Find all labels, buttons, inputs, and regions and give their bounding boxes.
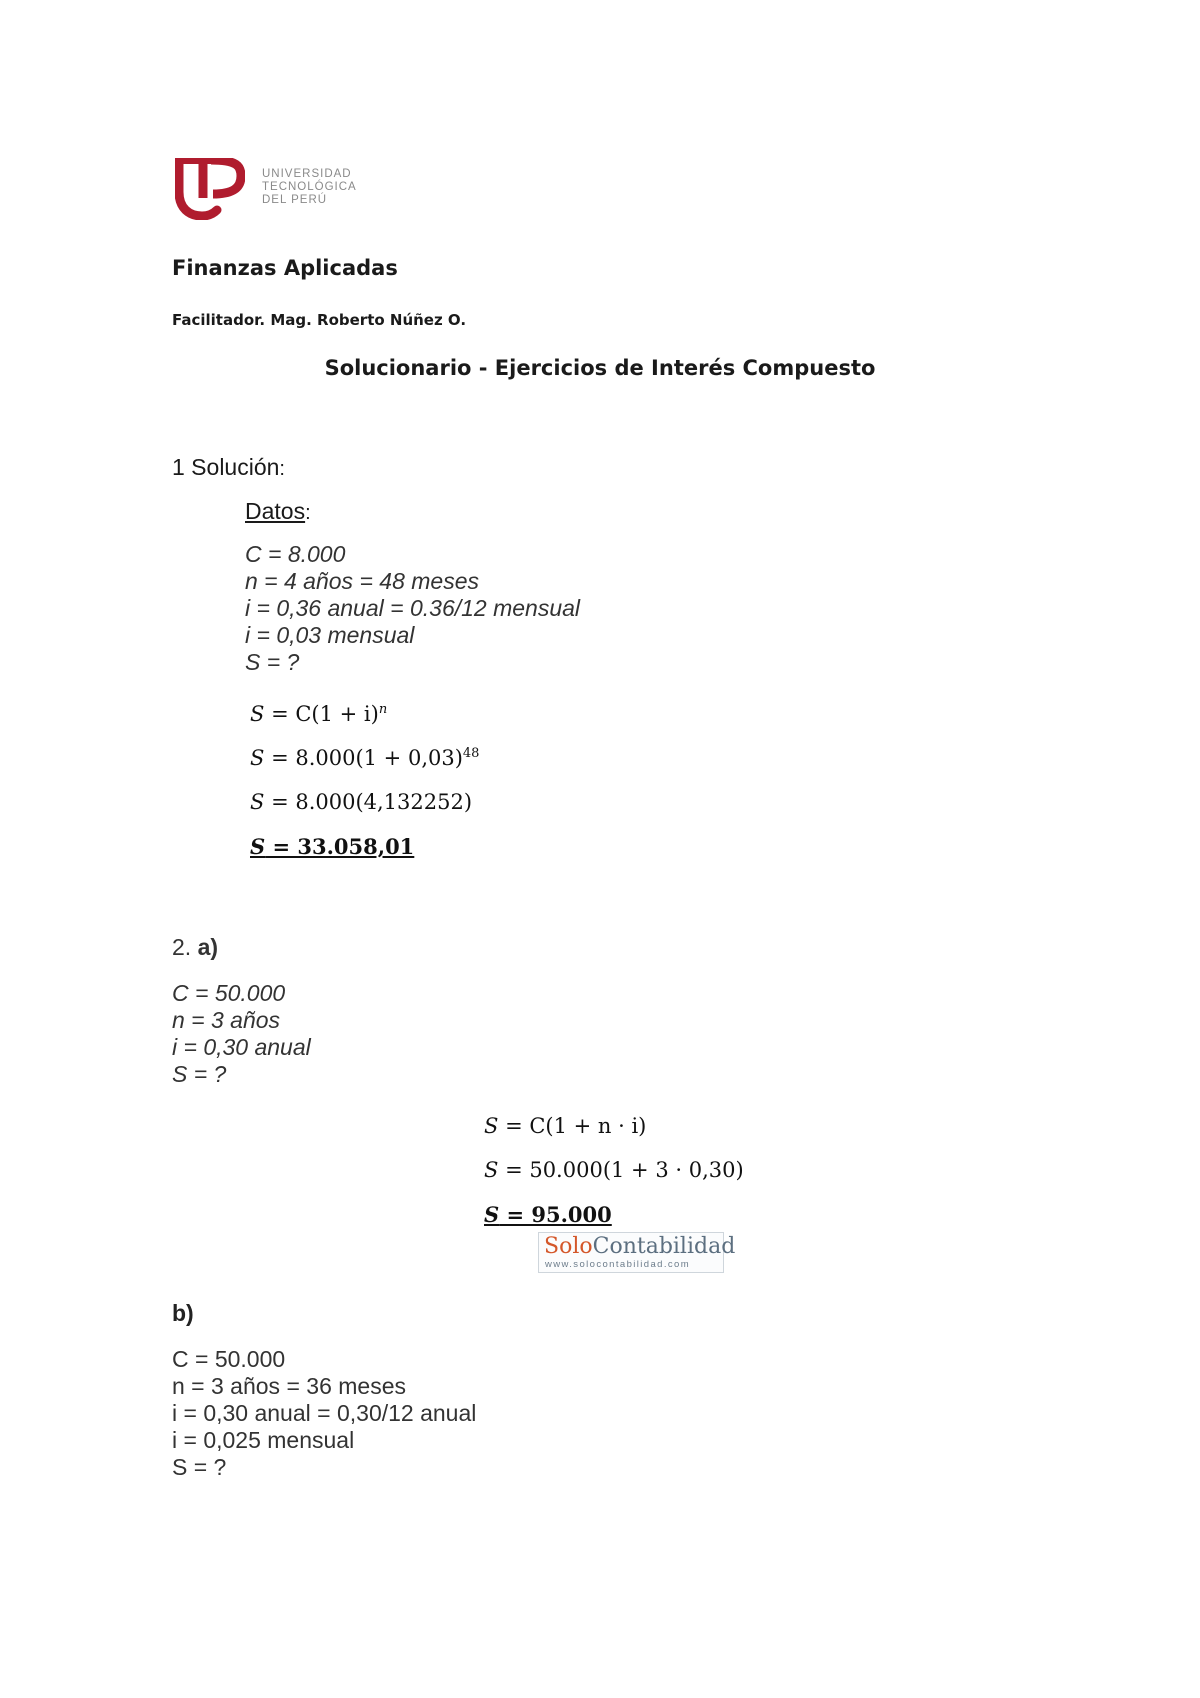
ex2a-label: a) (197, 934, 219, 960)
ex1-data-block (245, 541, 580, 676)
ex2-number: 2. (172, 934, 198, 960)
data-line: C = 50.000 (172, 1346, 286, 1372)
eq-var: S (250, 702, 265, 726)
watermark-brand (544, 1234, 735, 1260)
university-name (262, 168, 357, 207)
ex1-step2 (250, 790, 472, 814)
data-line: S = ? (172, 1454, 227, 1480)
eq-var: S (484, 1202, 500, 1227)
data-line: i = 0,025 mensual (172, 1427, 355, 1453)
utp-logo-mark-icon (175, 158, 245, 220)
page-title: Solucionario - Ejercicios de Interés Compuesto (324, 356, 876, 380)
eq-exponent: 48 (462, 746, 480, 761)
datos-label (245, 498, 311, 525)
eq-exponent: n (378, 702, 388, 717)
ex2a-heading (172, 934, 218, 961)
eq-rhs: = 95.000 (499, 1202, 612, 1227)
eq-rhs: = C(1 + i) (264, 702, 379, 726)
eq-var: S (484, 1114, 499, 1138)
data-line: C = 50.000 (172, 980, 286, 1006)
datos-label-text: Datos (245, 498, 306, 524)
eq-rhs: = 33.058,01 (265, 834, 415, 859)
watermark-solo: Solo (544, 1234, 593, 1259)
ex1-heading (172, 454, 285, 481)
logo-line: UNIVERSIDAD (262, 168, 352, 180)
eq-rhs: = 8.000(4,132252) (264, 790, 473, 814)
ex2b-data-block (172, 1346, 476, 1481)
ex2a-step1 (484, 1158, 744, 1182)
data-line: i = 0,30 anual = 0,30/12 anual (172, 1400, 477, 1426)
ex1-formula (250, 702, 387, 726)
data-line: n = 3 años = 36 meses (172, 1373, 406, 1399)
ex2b-label: b) (172, 1300, 194, 1326)
data-line: n = 4 años = 48 meses (245, 568, 479, 594)
logo-line: TECNOLÓGICA (262, 181, 357, 193)
ex1-heading-colon: : (279, 458, 285, 480)
data-line: S = ? (172, 1061, 227, 1087)
university-logo (175, 158, 245, 225)
eq-rhs: = 50.000(1 + 3 · 0,30) (498, 1158, 744, 1182)
data-line: n = 3 años (172, 1007, 281, 1033)
course-title: Finanzas Aplicadas (172, 256, 398, 280)
eq-var: S (250, 834, 266, 859)
eq-rhs: = 8.000(1 + 0,03) (264, 746, 463, 770)
data-line: i = 0,30 anual (172, 1034, 311, 1060)
datos-colon: : (305, 502, 311, 524)
ex1-heading-text: 1 Solución (172, 454, 280, 480)
eq-var: S (250, 790, 265, 814)
facilitator: Facilitador. Mag. Roberto Núñez O. (172, 311, 467, 329)
data-line: i = 0,03 mensual (245, 622, 415, 648)
ex2a-formula (484, 1114, 646, 1138)
eq-var: S (250, 746, 265, 770)
ex2a-data-block (172, 980, 311, 1088)
ex1-result (250, 834, 414, 859)
logo-line: DEL PERÚ (262, 194, 328, 206)
solocontabilidad-watermark (538, 1232, 736, 1273)
data-line: S = ? (245, 649, 300, 675)
watermark-url: www.solocontabilidad.com (545, 1259, 691, 1270)
eq-var: S (484, 1158, 499, 1182)
ex2a-result (484, 1202, 612, 1227)
eq-rhs: = C(1 + n · i) (498, 1114, 647, 1138)
data-line: i = 0,36 anual = 0.36/12 mensual (245, 595, 581, 621)
watermark-contabilidad: Contabilidad (592, 1234, 736, 1259)
data-line: C = 8.000 (245, 541, 346, 567)
ex1-step1 (250, 746, 479, 770)
